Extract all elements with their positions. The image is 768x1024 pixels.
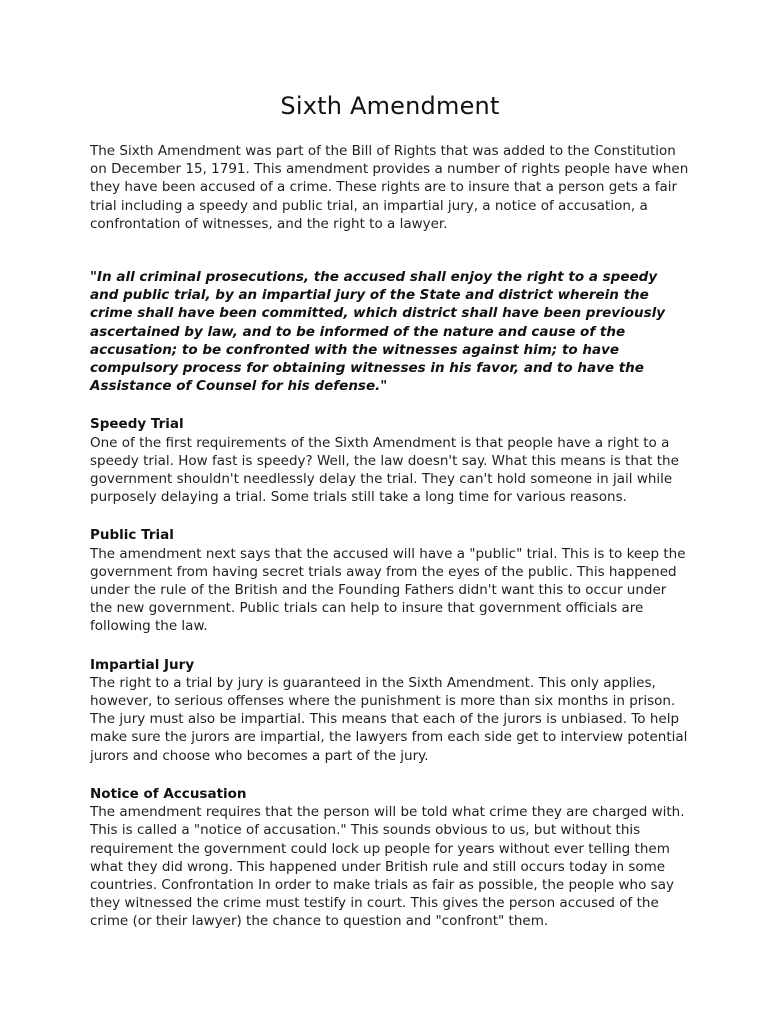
- page-title: Sixth Amendment: [280, 92, 500, 120]
- section-heading: Notice of Accusation: [90, 785, 247, 802]
- section-public-trial: [90, 526, 690, 635]
- section-body: The right to a trial by jury is guaranteed in the Sixth Amendment. This only applies, however, to serious offenses where the punishment is more than six months in prison. The jury must also be impartial. This means that each of the jurors is unbiased. To help make sure the jurors are impartial, the lawyers from each side get to interview potential jurors and choose who becomes a part of the jury.: [90, 674, 688, 764]
- section-speedy-trial: [90, 415, 690, 506]
- section-heading: Impartial Jury: [90, 656, 195, 673]
- section-heading: Speedy Trial: [90, 416, 184, 433]
- document-page: [90, 92, 690, 931]
- section-body: The amendment next says that the accused will have a "public" trial. This is to keep the government from having secret trials away from the eyes of the public. This happened under the rule of the British and the Founding Fathers didn't want this to occur under the new government. Public trials can help to insure that government officials are following the law.: [90, 545, 686, 635]
- section-body: One of the first requirements of the Sixth Amendment is that people have a right to a speedy trial. How fast is speedy? Well, the law doesn't say. What this means is that the government shouldn't needlessly delay the trial. They can't hold someone in jail while purposely delaying a trial. Some trials still take a long time for various reasons.: [90, 434, 679, 506]
- section-impartial-jury: [90, 656, 690, 765]
- section-notice-of-accusation: [90, 785, 690, 931]
- section-heading: Public Trial: [90, 527, 174, 544]
- section-body: The amendment requires that the person will be told what crime they are charged with. This is called a "notice of accusation." This sounds obvious to us, but without this requirement the government could lock up people for years without ever telling them what they did wrong. This happened under British rule and still occurs today in some countries. Confrontation In order to make trials as fair as possible, the people who say they witnessed the crime must testify in court. This gives the person accused of the crime (or their lawyer) the chance to question and "confront" them.: [90, 804, 685, 930]
- amendment-quote: "In all criminal prosecutions, the accused shall enjoy the right to a speedy and public trial, by an impartial jury of the State and district wherein the crime shall have been committed, which district shall have been previously ascertained by law, and to be informed of the nature and cause of the accusation; to be confronted with the witnesses against him; to have compulsory process for obtaining witnesses in his favor, and to have the Assistance of Counsel for his defense.": [90, 269, 666, 395]
- intro-paragraph: The Sixth Amendment was part of the Bill of Rights that was added to the Constitution on December 15, 1791. This amendment provides a number of rights people have when they have been accused of a crime. These rights are to insure that a person gets a fair trial including a speedy and public trial, an impartial jury, a notice of accusation, a confrontation of witnesses, and the right to a lawyer.: [90, 143, 689, 232]
